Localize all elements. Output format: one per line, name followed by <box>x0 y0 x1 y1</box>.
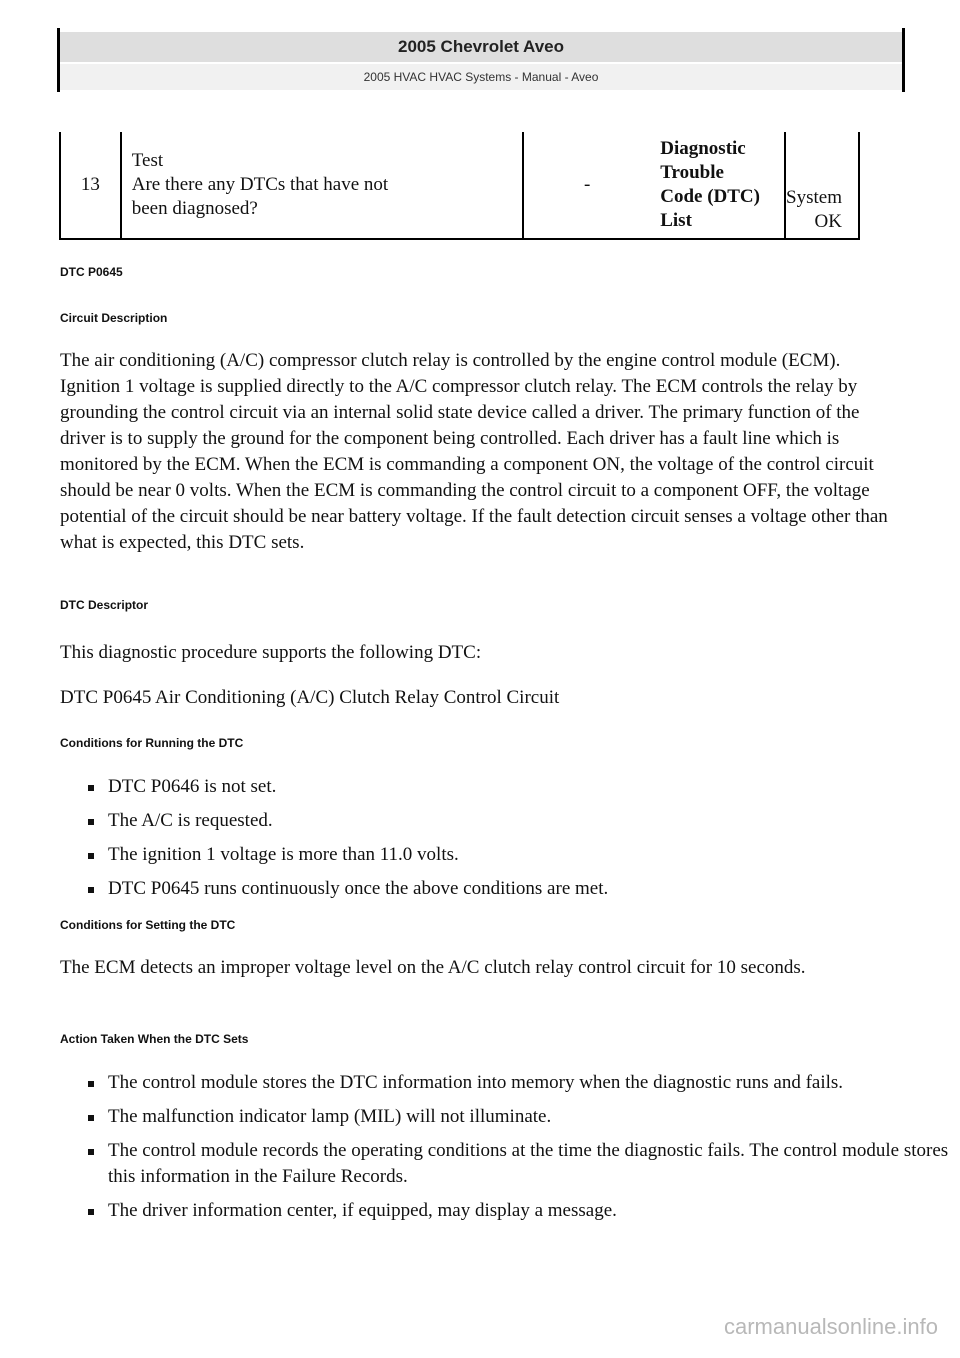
table-row <box>60 132 859 239</box>
conditions-setting-heading: Conditions for Setting the DTC <box>60 918 236 932</box>
dtc-descriptor-intro: This diagnostic procedure supports the following DTC: <box>60 642 482 663</box>
action-taken-heading: Action Taken When the DTC Sets <box>60 1032 249 1046</box>
conditions-running-heading: Conditions for Running the DTC <box>60 736 244 750</box>
list-item: DTC P0645 runs continuously once the above conditions are met. <box>108 876 953 902</box>
step-number: 13 <box>60 132 121 239</box>
step-yes-line: Diagnostic <box>660 138 746 159</box>
step-action-line: Test <box>131 150 164 171</box>
step-action <box>121 132 523 239</box>
list-item: The ignition 1 voltage is more than 11.0 volts. <box>108 842 953 868</box>
list-item: The control module records the operating conditions at the time the diagnostic fails. The control module stores this information in the Failure Records. <box>108 1138 953 1190</box>
list-item: The malfunction indicator lamp (MIL) will not illuminate. <box>108 1104 953 1130</box>
circuit-description-heading: Circuit Description <box>60 311 168 325</box>
step-action-line: Are there any DTCs that have not <box>131 174 389 195</box>
list-item: The control module stores the DTC information into memory when the diagnostic runs and fails. <box>108 1070 953 1096</box>
conditions-running-list <box>60 774 953 910</box>
step-action-line: been diagnosed? <box>131 198 258 219</box>
list-item: The A/C is requested. <box>108 808 953 834</box>
watermark: carmanualsonline.info <box>723 1314 938 1339</box>
step-yes-line: Trouble <box>660 162 724 183</box>
action-taken-list <box>60 1070 953 1232</box>
step-yes-line: Code (DTC) <box>660 186 760 207</box>
document-header <box>57 28 905 92</box>
dtc-descriptor-dtc: DTC P0645 Air Conditioning (A/C) Clutch Relay Control Circuit <box>60 687 560 708</box>
diagnostic-step-table <box>59 132 860 240</box>
list-item: The driver information center, if equipped, may display a message. <box>108 1198 953 1224</box>
header-subtitle: 2005 HVAC HVAC Systems - Manual - Aveo <box>60 64 902 90</box>
header-title: 2005 Chevrolet Aveo <box>60 32 902 62</box>
step-yes <box>650 132 785 239</box>
conditions-setting-text: The ECM detects an improper voltage level on the A/C clutch relay control circuit for 10 seconds. <box>60 957 806 978</box>
list-item: DTC P0646 is not set. <box>108 774 953 800</box>
step-no: System OK <box>785 132 859 239</box>
step-yes-line: List <box>660 210 692 231</box>
dtc-title: DTC P0645 <box>60 265 123 279</box>
dtc-descriptor-heading: DTC Descriptor <box>60 598 149 612</box>
step-value: - <box>523 132 650 239</box>
circuit-description-text: The air conditioning (A/C) compressor clutch relay is controlled by the engine control module (ECM). Ignition 1 voltage is supplied directly to the A/C compressor clutch relay. The ECM controls the relay by grounding the control circuit via an internal solid state device called a driver. The primary function of the driver is to supply the ground for the component being controlled. Each driver has a fault line which is monitored by the ECM. When the ECM is commanding a component ON, the voltage of the control circuit should be near 0 volts. When the ECM is commanding the control circuit to a component OFF, the voltage potential of the circuit should be near battery voltage. If the fault detection circuit senses a voltage other than what is expected, this DTC sets. <box>60 350 888 553</box>
